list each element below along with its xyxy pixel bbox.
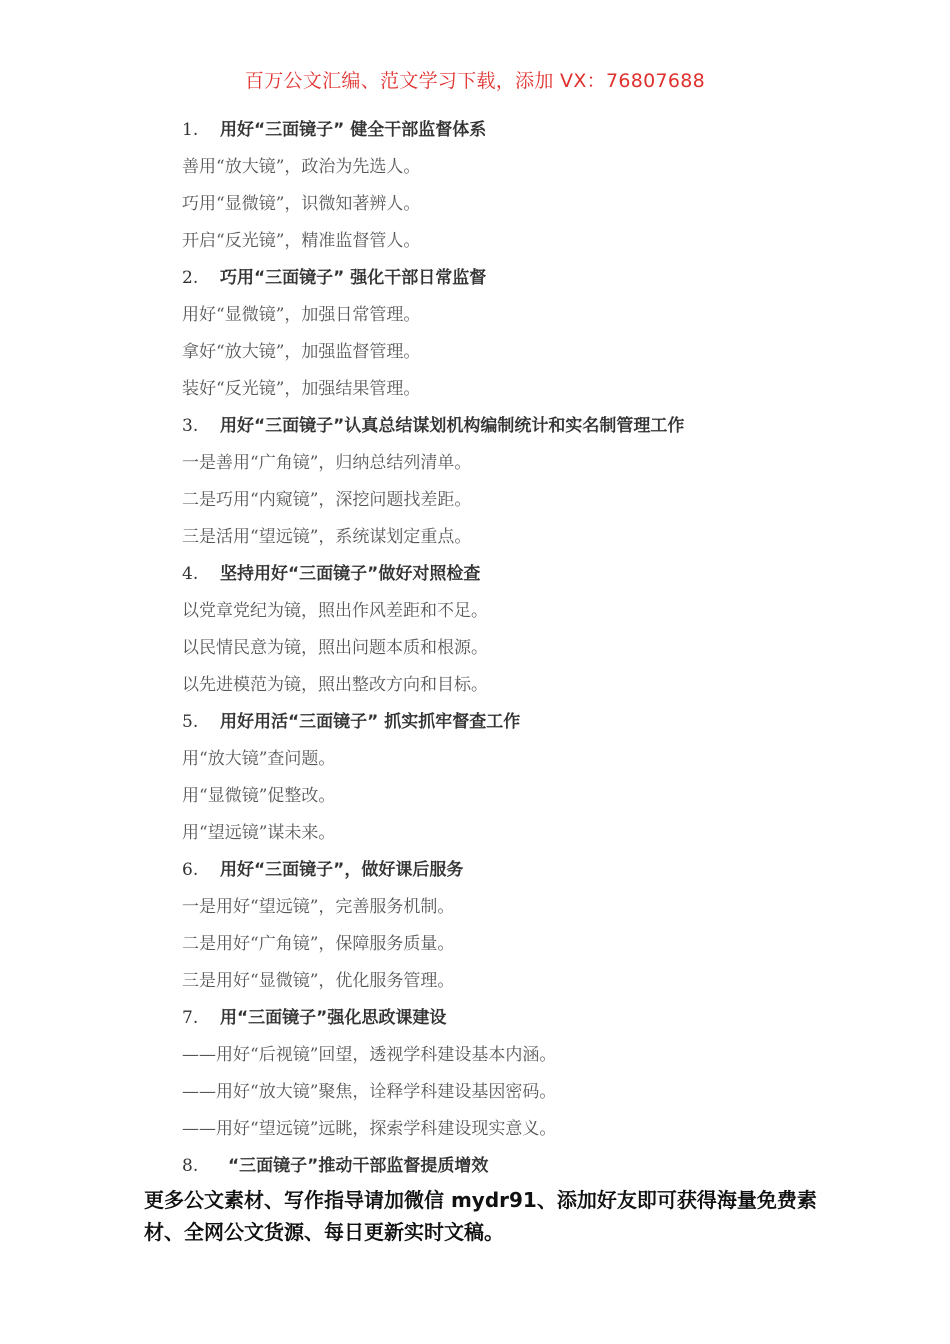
section-heading xyxy=(182,1148,882,1185)
section-title: 用好用活“三面镜子” 抓实抓牢督查工作 xyxy=(220,712,521,732)
section-item: 装好“反光镜”，加强结果管理。 xyxy=(182,379,421,399)
section-number: 6. xyxy=(182,860,199,880)
section-item: 用“放大镜”查问题。 xyxy=(182,749,336,769)
section-title: 用好“三面镜子”，做好课后服务 xyxy=(220,860,464,880)
section-item: 用“显微镜”促整改。 xyxy=(182,786,336,806)
page-header-banner: 百万公文汇编、范文学习下载，添加 VX：76807688 xyxy=(244,70,706,92)
section-title: 巧用“三面镜子” 强化干部日常监督 xyxy=(220,268,487,288)
section-heading xyxy=(182,112,882,149)
section-item: 三是活用“望远镜”，系统谋划定重点。 xyxy=(182,527,472,547)
section-4 xyxy=(182,556,882,704)
section-item: 一是善用“广角镜”，归纳总结列清单。 xyxy=(182,453,472,473)
section-number: 4. xyxy=(182,564,199,584)
section-item: ——用好“望远镜”远眺，探索学科建设现实意义。 xyxy=(182,1119,557,1139)
section-title: 用“三面镜子”强化思政课建设 xyxy=(220,1008,447,1028)
section-heading xyxy=(182,408,882,445)
section-7 xyxy=(182,1000,882,1148)
section-heading xyxy=(182,704,882,741)
section-3 xyxy=(182,408,882,556)
section-item: ——用好“放大镜”聚焦，诠释学科建设基因密码。 xyxy=(182,1082,557,1102)
section-item: 二是用好“广角镜”，保障服务质量。 xyxy=(182,934,455,954)
section-title: 坚持用好“三面镜子”做好对照检查 xyxy=(220,564,481,584)
section-number: 1. xyxy=(182,120,199,140)
section-title: 用好“三面镜子”认真总结谋划机构编制统计和实名制管理工作 xyxy=(220,416,685,436)
section-item: ——用好“后视镜”回望，透视学科建设基本内涵。 xyxy=(182,1045,557,1065)
section-item: 三是用好“显微镜”，优化服务管理。 xyxy=(182,971,455,991)
section-heading xyxy=(182,852,882,889)
section-8 xyxy=(182,1148,882,1185)
section-item: 二是巧用“内窥镜”，深挖问题找差距。 xyxy=(182,490,472,510)
section-number: 8. xyxy=(182,1156,199,1176)
section-item: 用“望远镜”谋未来。 xyxy=(182,823,336,843)
section-number: 3. xyxy=(182,416,199,436)
section-1 xyxy=(182,112,882,260)
section-item: 以民情民意为镜，照出问题本质和根源。 xyxy=(182,638,488,658)
section-heading xyxy=(182,1000,882,1037)
section-item: 拿好“放大镜”，加强监督管理。 xyxy=(182,342,421,362)
document-body xyxy=(182,112,882,1185)
section-item: 以党章党纪为镜，照出作风差距和不足。 xyxy=(182,601,488,621)
section-number: 7. xyxy=(182,1008,199,1028)
page-footer-note: 更多公文素材、写作指导请加微信 mydr91、添加好友即可获得海量免费素材、全网公文货源、每日更新实时文稿。 xyxy=(144,1188,817,1244)
section-item: 开启“反光镜”，精准监督管人。 xyxy=(182,231,421,251)
section-number: 2. xyxy=(182,268,199,288)
section-title: “三面镜子”推动干部监督提质增效 xyxy=(228,1156,489,1176)
section-heading xyxy=(182,556,882,593)
section-2 xyxy=(182,260,882,408)
section-item: 巧用“显微镜”，识微知著辨人。 xyxy=(182,194,421,214)
section-5 xyxy=(182,704,882,852)
section-number: 5. xyxy=(182,712,199,732)
section-item: 用好“显微镜”，加强日常管理。 xyxy=(182,305,421,325)
section-heading xyxy=(182,260,882,297)
section-item: 以先进模范为镜，照出整改方向和目标。 xyxy=(182,675,488,695)
section-title: 用好“三面镜子” 健全干部监督体系 xyxy=(220,120,487,140)
section-item: 善用“放大镜”，政治为先选人。 xyxy=(182,157,421,177)
section-6 xyxy=(182,852,882,1000)
section-item: 一是用好“望远镜”，完善服务机制。 xyxy=(182,897,455,917)
